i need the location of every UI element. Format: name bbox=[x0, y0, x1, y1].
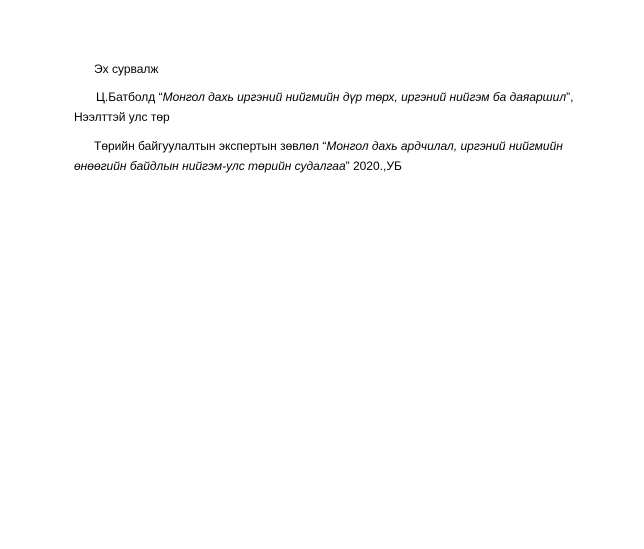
section-heading: Эх сурвалж bbox=[94, 62, 159, 76]
reference-2-year-place: ” 2020.,УБ bbox=[345, 159, 402, 173]
reference-1-title-end: ”, bbox=[566, 90, 574, 104]
reference-1-author: Ц.Батболд “ bbox=[96, 90, 163, 104]
reference-2-line-1 bbox=[94, 139, 563, 153]
reference-2-title-part-2: өнөөгийн байдлын нийгэм-улс төрийн судалгаа bbox=[74, 159, 346, 173]
reference-1-line-2 bbox=[74, 110, 170, 124]
reference-2-line-2 bbox=[74, 159, 402, 173]
reference-2-author: Төрийн байгуулалтын экспертын зөвлөл “ bbox=[94, 139, 327, 153]
reference-2-title-part-1: Монгол дахь ардчилал, иргэний нийгмийн bbox=[326, 139, 563, 153]
reference-1-publisher: Нээлттэй улс төр bbox=[74, 110, 170, 124]
reference-1-title: Монгол дахь иргэний нийгмийн дүр төрх, иргэний нийгэм ба даяаршил bbox=[162, 90, 567, 104]
reference-1-line-1 bbox=[96, 90, 573, 104]
